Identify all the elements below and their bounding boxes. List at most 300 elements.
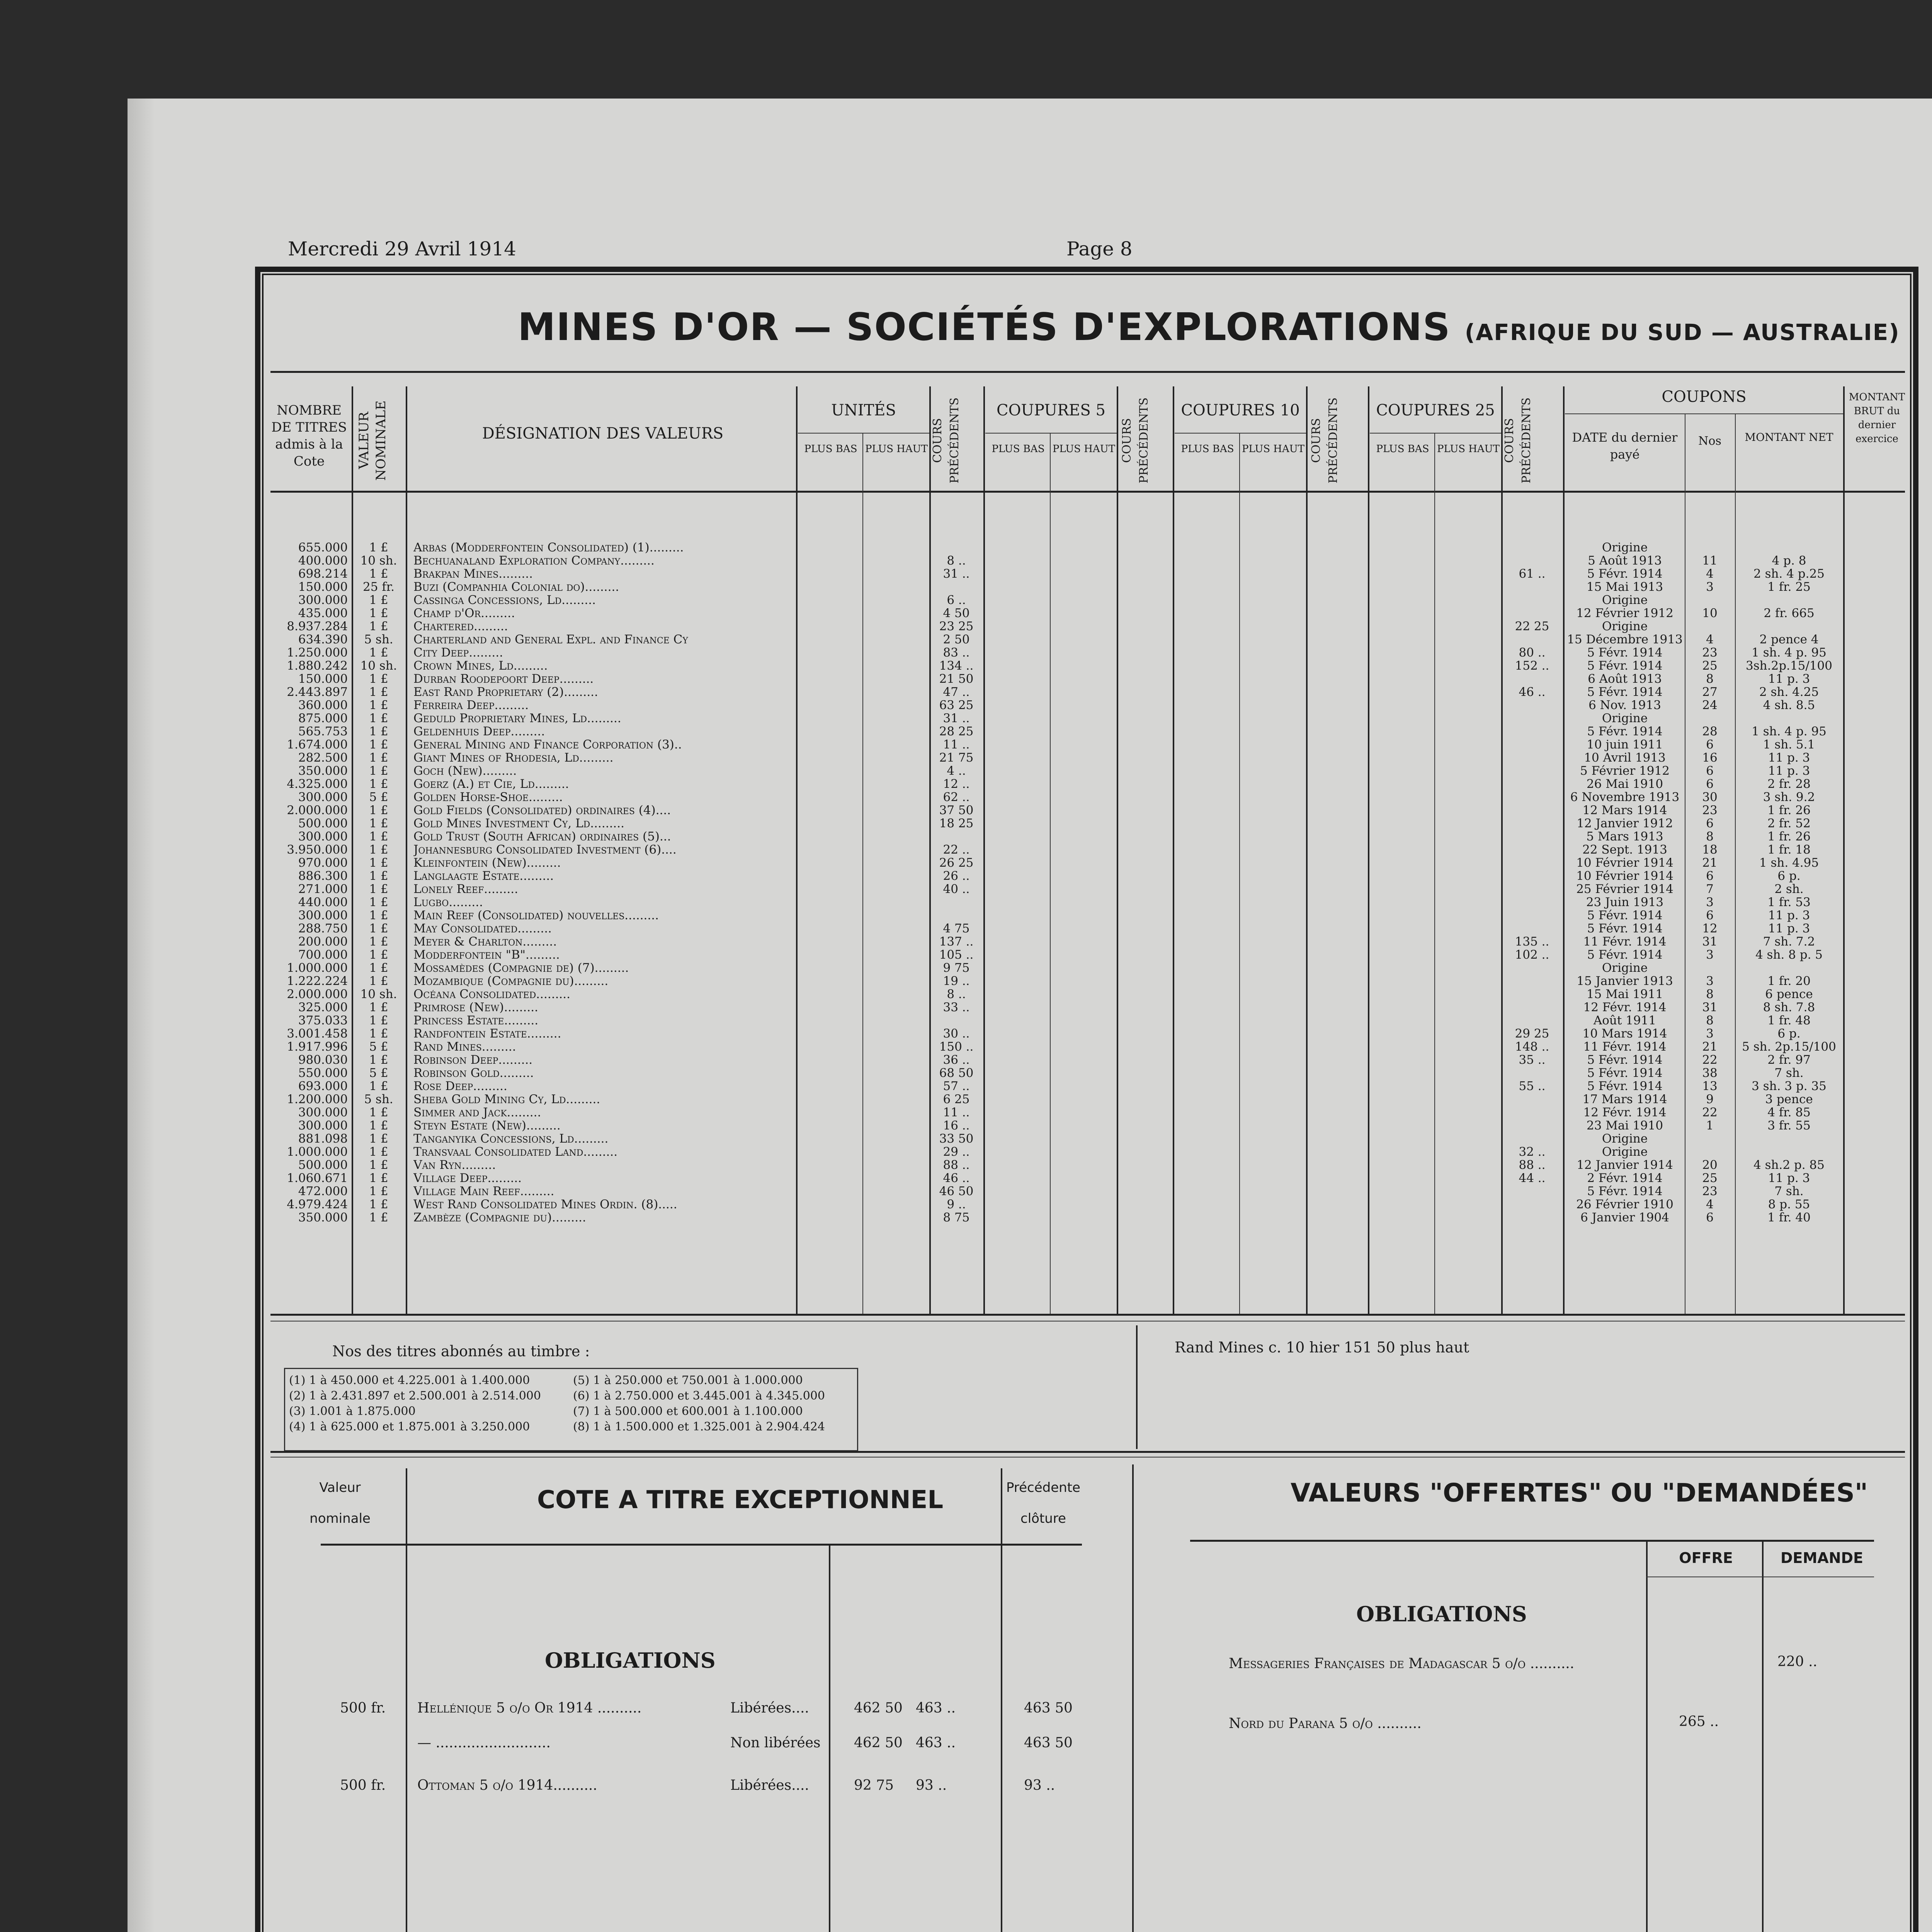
valeur-nominale: 1 £ [369,738,388,751]
coupon-number: 22 [1702,1106,1718,1119]
valeur-name: Giant Mines of Rhodesia, Ld......... [413,751,614,764]
coupon-date: 5 Févr. 1914 [1587,659,1663,672]
coupon-number: 16 [1702,751,1718,764]
coupon-date-column [1567,541,1683,1224]
titres-count: 325.000 [298,1001,348,1014]
valeur-name: Simmer and Jack......... [413,1106,541,1119]
cours-precedent: 88 .. [943,1158,970,1172]
coupon-date: 5 Févr. 1914 [1587,567,1663,580]
cours-precedent-25: 35 .. [1519,1053,1546,1066]
col-plus-haut: PLUS HAUT [1052,443,1116,455]
col-coupures-5: COUPURES 5 [997,401,1105,419]
coupon-date: 5 Févr. 1914 [1587,1185,1663,1198]
column-rule [1173,386,1174,1314]
cours-precedent [931,1014,981,1027]
cours-precedent: 31 .. [943,712,970,725]
valeur-nominale: 1 £ [369,672,388,685]
valeur-name: Village Deep......... [413,1172,522,1185]
exc-cours-1: 462 50 [854,1700,903,1716]
valeur-nominale: 1 £ [369,620,388,633]
valeur-nominale: 1 £ [369,1211,388,1224]
valeur-name: Gold Mines Investment Cy, Ld......... [413,817,624,830]
cours-precedent: 33 .. [943,1001,970,1014]
titres-count: 1.917.996 [287,1040,348,1053]
cours-precedent-25 [1503,541,1561,554]
coupon-date: 10 Février 1914 [1576,869,1673,883]
col-montant-brut: MONTANT BRUT du dernier exercice [1849,391,1905,445]
cours-precedent: 18 25 [939,817,974,830]
coupon-net: 1 fr. 26 [1767,804,1811,817]
cours-precedent-25 [1503,1001,1561,1014]
coupon-date: 5 Févr. 1914 [1587,1080,1663,1093]
valeur-nominale: 1 £ [369,804,388,817]
cours-precedent-25 [1503,1211,1561,1224]
titres-count: 300.000 [298,791,348,804]
cours-precedent-25 [1503,909,1561,922]
column-rule [1434,433,1435,1314]
valeur-name: Princess Estate......... [413,1014,539,1027]
cours-precedent-25: 29 25 [1515,1027,1549,1040]
coupon-net: 8 p. 55 [1768,1198,1810,1211]
cours-precedent-25 [1503,1185,1561,1198]
valeur-nominale: 10 sh. [360,554,397,567]
titres-count: 440.000 [298,896,348,909]
valeur-name: Transvaal Consolidated Land......... [413,1145,618,1158]
cours-precedent-25 [1503,738,1561,751]
cours-precedent [931,896,981,909]
cours-precedent: 9 75 [943,961,970,975]
exc-obligations: OBLIGATIONS [545,1648,716,1673]
valeur-nominale: 1 £ [369,764,388,777]
valeur-nominale: 1 £ [369,567,388,580]
titres-count: 698.214 [298,567,348,580]
valeur-nominale: 1 £ [369,883,388,896]
valeur-nominale: 1 £ [369,1132,388,1145]
cours-precedent: 30 .. [943,1027,970,1040]
coupon-net: 2 fr. 665 [1764,607,1815,620]
valeur-name: West Rand Consolidated Mines Ordin. (8)..... [413,1198,677,1211]
coupon-date: 5 Févr. 1914 [1587,948,1663,961]
coupon-number: 3 [1706,896,1714,909]
coupon-number: 23 [1702,1185,1718,1198]
exc-precedent: 463 50 [1024,1735,1073,1751]
column-rule [1563,386,1565,1314]
col-date-dernier: DATE du dernier payé [1572,430,1678,462]
titres-count: 1.880.242 [287,659,348,672]
valeur-name: Robinson Gold......... [413,1066,534,1080]
valeur-nominale: 10 sh. [360,659,397,672]
cours-precedent: 31 .. [943,567,970,580]
coupon-number: 1 [1706,1119,1714,1132]
coupon-net: 1 sh. 4 p. 95 [1752,725,1827,738]
coupon-date: 5 Févr. 1914 [1587,685,1663,699]
table-bottom-rule [270,1314,1905,1316]
cours-precedent-25: 46 .. [1519,685,1546,699]
coupon-net: 4 p. 8 [1772,554,1806,567]
valeur-name: Champ d'Or......... [413,607,515,620]
coupon-number: 8 [1706,1014,1714,1027]
coupon-net [1737,712,1841,725]
coupon-date: 6 Août 1913 [1588,672,1662,685]
valeur-name: Durban Roodepoort Deep......... [413,672,594,685]
cours-precedent-25: 102 .. [1515,948,1549,961]
cours-precedent-25 [1503,961,1561,975]
titres-count: 500.000 [298,1158,348,1172]
valeur-name: Main Reef (Consolidated) nouvelles......... [413,909,659,922]
coupon-number: 6 [1706,777,1714,791]
section-rule [270,1451,1905,1453]
coupon-net: 7 sh. [1774,1066,1804,1080]
cours-precedent: 33 50 [939,1132,974,1145]
column-rule [1501,386,1503,1314]
valeur-name: Mozambique (Compagnie du)......... [413,975,609,988]
valeur-name: May Consolidated......... [413,922,552,935]
column-rule [1368,386,1369,1314]
col-nombre: NOMBRE DE TITRES admis à la Cote [271,403,347,469]
col-coupures-25: COUPURES 25 [1376,401,1495,419]
coupon-net: 4 sh. 8 p. 5 [1755,948,1823,961]
exc-rule [406,1468,407,1932]
titres-count: 980.030 [298,1053,348,1066]
coupon-number: 8 [1706,988,1714,1001]
coupon-net: 11 p. 3 [1768,922,1810,935]
coupon-number: 6 [1706,764,1714,777]
col-cours-precedents: COURS PRÉCÉDENTS [1503,397,1533,484]
valeur-nominale: 1 £ [369,869,388,883]
coupon-date: Origine [1602,594,1648,607]
cours-precedent-25 [1503,712,1561,725]
coupon-net: 6 p. [1777,869,1801,883]
valeur-name: Modderfontein "B"......... [413,948,560,961]
coupon-net: 1 sh. 4 p. 95 [1752,646,1827,659]
coupon-net: 1 fr. 25 [1767,580,1811,594]
cours-precedent-25 [1503,817,1561,830]
titres-count: 360.000 [298,699,348,712]
titres-count: 1.060.671 [287,1172,348,1185]
cours-precedent-25 [1503,672,1561,685]
header-rule [1370,433,1501,434]
cours-precedent: 57 .. [943,1080,970,1093]
coupon-date: Origine [1602,1145,1648,1158]
cours-precedent-25 [1503,922,1561,935]
titres-count: 300.000 [298,1119,348,1132]
coupon-net [1737,541,1841,554]
coupon-date: 11 Févr. 1914 [1583,935,1667,948]
cours-precedent-25 [1503,594,1561,607]
valeur-nominale: 1 £ [369,830,388,843]
exc-etat: Non libérées [730,1735,821,1751]
valeur-name: Bechuanaland Exploration Company......... [413,554,655,567]
coupon-date: 5 Févr. 1914 [1587,646,1663,659]
col-coupures-10: COUPURES 10 [1181,401,1300,419]
titres-count: 472.000 [298,1185,348,1198]
titres-count: 4.979.424 [287,1198,348,1211]
valeur-column [354,541,404,1224]
coupon-number: 18 [1702,843,1718,856]
cours-precedent-25 [1503,751,1561,764]
column-rule [1735,413,1736,1314]
cours-precedent-25 [1503,975,1561,988]
coupon-number: 21 [1702,1040,1718,1053]
titres-count: 2.443.897 [287,685,348,699]
valeur-nominale: 1 £ [369,1080,388,1093]
cours-precedent: 105 .. [939,948,974,961]
page-number: Page 8 [1066,238,1133,260]
coupon-number: 10 [1702,607,1718,620]
header-rule [1175,433,1306,434]
exc-precedent: 93 .. [1024,1777,1055,1793]
offertes-line-1: Messageries Françaises de Madagascar 5 o/o .......... [1229,1656,1575,1672]
cours-precedent: 4 75 [943,922,970,935]
coupon-number [1687,1145,1733,1158]
coupon-net: 4 sh. 8.5 [1763,699,1815,712]
column-rule [929,386,931,1314]
titres-count: 500.000 [298,817,348,830]
coupon-date: 17 Mars 1914 [1582,1093,1667,1106]
coupon-date: 15 Décembre 1913 [1567,633,1683,646]
coupon-number: 38 [1702,1066,1718,1080]
coupon-date: 12 Février 1912 [1576,607,1673,620]
exc-precedent: 463 50 [1024,1700,1073,1716]
cours-precedent-25 [1503,869,1561,883]
cours-precedent: 28 25 [939,725,974,738]
cours-precedent: 23 25 [939,620,974,633]
valeur-name: East Rand Proprietary (2)......... [413,685,598,699]
valeur-nominale: 1 £ [369,712,388,725]
coupon-number: 31 [1702,935,1718,948]
cours-precedent-25 [1503,725,1561,738]
valeur-nominale: 1 £ [369,751,388,764]
coupon-date: 12 Janvier 1912 [1577,817,1673,830]
cours-precedent: 26 .. [943,869,970,883]
cours-precedent [931,830,981,843]
valeur-name: Rose Deep......... [413,1080,507,1093]
valeur-nominale: 1 £ [369,1106,388,1119]
cours-precedent: 8 .. [947,988,966,1001]
valeur-nominale: 10 sh. [360,988,397,1001]
coupon-date: 15 Janvier 1913 [1577,975,1673,988]
valeur-nominale: 1 £ [369,1198,388,1211]
cours-precedent-25 [1503,1132,1561,1145]
coupon-date: 5 Août 1913 [1588,554,1662,567]
valeur-name: Meyer & Charlton......... [413,935,557,948]
offertes-obligations: OBLIGATIONS [1356,1602,1527,1626]
column-rule [352,386,353,1314]
titres-count: 886.300 [298,869,348,883]
cours-precedent: 6 .. [947,594,966,607]
coupon-date: 6 Novembre 1913 [1570,791,1680,804]
column-rule [1843,386,1845,1314]
coupon-net: 11 p. 3 [1768,1172,1810,1185]
titres-count: 300.000 [298,1106,348,1119]
exc-cours-2: 463 .. [916,1700,956,1716]
valeur-name: Tanganyika Concessions, Ld......... [413,1132,609,1145]
valeur-nominale: 1 £ [369,541,388,554]
coupon-date: 5 Févr. 1914 [1587,1053,1663,1066]
coupon-date: 10 Mars 1914 [1582,1027,1667,1040]
offertes-demande-1: 220 .. [1777,1654,1818,1670]
coupon-date: 12 Janvier 1914 [1577,1158,1673,1172]
coupon-number: 11 [1702,554,1718,567]
exc-head-rule [321,1544,1082,1546]
titres-count: 375.033 [298,1014,348,1027]
cours-precedent-25 [1503,883,1561,896]
coupon-number: 31 [1702,1001,1718,1014]
coupon-number: 3 [1706,975,1714,988]
exc-name: Hellénique 5 o/o Or 1914 .......... [417,1700,642,1716]
exc-nominal: 500 fr. [340,1700,386,1716]
header-bottom-rule [270,491,1905,493]
cours-precedent-25 [1503,607,1561,620]
titres-count: 1.250.000 [287,646,348,659]
coupon-number: 23 [1702,804,1718,817]
coupon-date: 12 Févr. 1914 [1583,1001,1667,1014]
valeur-nominale: 1 £ [369,1172,388,1185]
column-rule [1136,1325,1138,1449]
valeur-nominale: 1 £ [369,856,388,869]
coupon-date: 10 juin 1911 [1587,738,1663,751]
col-montant-net: MONTANT NET [1745,431,1833,444]
coupon-net: 4 sh.2 p. 85 [1753,1158,1825,1172]
valeur-name: Rand Mines......... [413,1040,516,1053]
cours-precedent-25 [1503,1119,1561,1132]
titres-count: 4.325.000 [287,777,348,791]
cours-precedent: 134 .. [939,659,974,672]
titres-count: 150.000 [298,580,348,594]
valeur-nominale: 5 £ [369,791,388,804]
cours-precedent-25 [1503,843,1561,856]
coupon-net [1737,594,1841,607]
coupon-date: 10 Février 1914 [1576,856,1673,869]
coupon-number: 6 [1706,738,1714,751]
valeur-nominale: 1 £ [369,1001,388,1014]
coupon-date: 22 Sept. 1913 [1582,843,1667,856]
valeur-name: Steyn Estate (New)......... [413,1119,561,1132]
nombre-column [270,541,348,1224]
valeur-name: Buzi (Companhia Colonial do)......... [413,580,619,594]
coupon-net: 2 fr. 52 [1767,817,1811,830]
coupon-number: 6 [1706,869,1714,883]
valeur-name: Geduld Proprietary Mines, Ld......... [413,712,621,725]
cours-precedent: 47 .. [943,685,970,699]
cours-precedents-25-column [1503,541,1561,1224]
valeur-name: Chartered......... [413,620,508,633]
column-rule [862,433,863,1314]
titres-count: 550.000 [298,1066,348,1080]
col-plus-haut: PLUS HAUT [1437,443,1500,455]
cours-precedent: 62 .. [943,791,970,804]
cours-precedent: 6 25 [943,1093,970,1106]
exc-rule [829,1546,830,1932]
coupon-net: 11 p. 3 [1768,909,1810,922]
valeur-nominale: 1 £ [369,685,388,699]
valeur-nominale: 1 £ [369,1014,388,1027]
valeur-name: Cassinga Concessions, Ld......... [413,594,596,607]
cours-precedent-25 [1503,856,1561,869]
titres-count: 970.000 [298,856,348,869]
coupon-net: 6 p. [1777,1027,1801,1040]
demande-head: DEMANDE [1780,1549,1864,1566]
valeur-name: Robinson Deep......... [413,1053,533,1066]
valeur-nominale: 1 £ [369,817,388,830]
cours-precedent [931,909,981,922]
cours-precedent-25 [1503,1066,1561,1080]
titres-count: 2.000.000 [287,804,348,817]
titres-count: 1.674.000 [287,738,348,751]
title-sub: (AFRIQUE DU SUD — AUSTRALIE) [1464,319,1900,345]
valeur-nominale: 1 £ [369,1119,388,1132]
exc-cours-2: 463 .. [916,1735,956,1751]
cours-precedent: 150 .. [939,1040,974,1053]
column-rule [1239,433,1240,1314]
coupon-net: 2 sh. [1774,883,1804,896]
offertes-rule [1646,1542,1648,1932]
cours-precedent: 46 50 [939,1185,974,1198]
coupon-date: 11 Févr. 1914 [1583,1040,1667,1053]
abonnes-title: Nos des titres abonnés au timbre : [332,1343,590,1360]
coupon-date: Origine [1602,1132,1648,1145]
col-plus-bas: PLUS BAS [1181,443,1234,455]
valeur-name: Gold Fields (Consolidated) ordinaires (4).... [413,804,671,817]
valeur-nominale: 1 £ [369,594,388,607]
coupon-net: 2 fr. 97 [1767,1053,1811,1066]
valeur-name: Langlaagte Estate......... [413,869,554,883]
center-rule [1132,1464,1134,1932]
coupon-date: 10 Avril 1913 [1584,751,1666,764]
exc-name: Ottoman 5 o/o 1914.......... [417,1777,597,1793]
coupon-net: 4 fr. 85 [1767,1106,1811,1119]
coupon-number [1687,1132,1733,1145]
coupon-date: 5 Févr. 1914 [1587,1066,1663,1080]
coupon-date: Origine [1602,712,1648,725]
coupon-date: 5 Févr. 1914 [1587,922,1663,935]
coupon-number: 4 [1706,1198,1714,1211]
valeur-name: Primrose (New)......... [413,1001,538,1014]
valeur-name: Brakpan Mines......... [413,567,533,580]
cours-precedent-25 [1503,1198,1561,1211]
coupon-number [1687,541,1733,554]
coupon-date: 12 Févr. 1914 [1583,1106,1667,1119]
cours-precedent-25: 55 .. [1519,1080,1546,1093]
coupon-number: 3 [1706,1027,1714,1040]
coupon-number: 3 [1706,580,1714,594]
valeur-nominale: 1 £ [369,607,388,620]
titres-count: 565.753 [298,725,348,738]
cours-precedents-column [931,541,981,1224]
coupon-net: 11 p. 3 [1768,672,1810,685]
cours-precedent: 36 .. [943,1053,970,1066]
valeur-name: Arbas (Modderfontein Consolidated) (1)......... [413,541,684,554]
cours-precedent: 46 .. [943,1172,970,1185]
coupon-net: 8 sh. 7.8 [1763,1001,1815,1014]
valeur-nominale: 1 £ [369,725,388,738]
exc-cours-1: 92 75 [854,1777,894,1793]
valeur-nominale: 5 sh. [364,633,393,646]
valeur-name: Golden Horse-Shoe......... [413,791,563,804]
coupon-net: 3 sh. 9.2 [1763,791,1815,804]
coupon-date: 5 Février 1912 [1580,764,1670,777]
valeur-nominale: 1 £ [369,975,388,988]
valeur-nominale: 1 £ [369,646,388,659]
valeur-nominale: 1 £ [369,843,388,856]
cours-precedent-25 [1503,699,1561,712]
col-plus-haut: PLUS HAUT [865,443,928,455]
col-unites: UNITÉS [831,401,896,419]
valeur-name: Randfontein Estate......... [413,1027,561,1040]
coupon-net: 1 fr. 20 [1767,975,1811,988]
titres-count: 1.000.000 [287,961,348,975]
coupon-number: 3 [1706,948,1714,961]
